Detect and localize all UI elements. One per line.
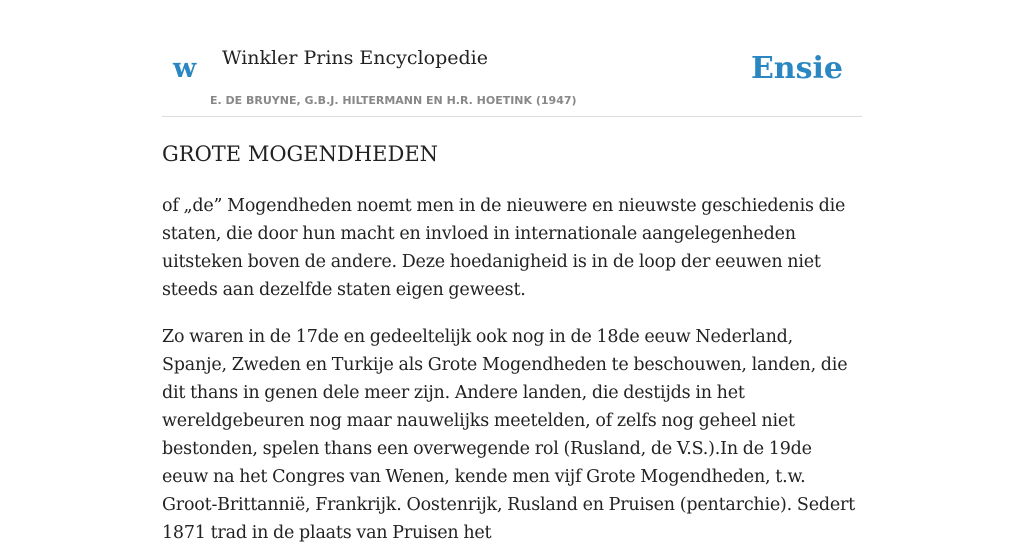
ensie-logo[interactable]: Ensie bbox=[750, 51, 843, 86]
site-logo-w[interactable]: w bbox=[173, 53, 197, 84]
article-headword: GROTE MOGENDHEDEN bbox=[162, 142, 439, 166]
site-title[interactable]: Winkler Prins Encyclopedie bbox=[222, 47, 488, 69]
article-body bbox=[162, 138, 862, 547]
article-paragraph: Zo waren in de 17de en gedeeltelijk ook nog in de 18de eeuw Nederland, Spanje, Zweden en Turkije als Grote Mogendheden te beschouwen, landen, die dit thans in genen dele meer zijn. Andere landen, die destijds in het wereldgebeuren nog maar nauwelijks meetelden, of zelfs nog geheel niet bestonden, spelen thans een overwegende rol (Rusland, de V.S.).In de 19de eeuw na het Congres van Wenen, kende men vijf Grote Mogendheden, t.w. Groot-Brittannië, Frankrijk. Oostenrijk, Rusland en Pruisen (pentarchie). Sedert 1871 trad in de plaats van Pruisen het bbox=[162, 327, 856, 543]
article-paragraph: of „de” Mogendheden noemt men in de nieuwere en nieuwste geschiedenis die staten, die door hun macht en invloed in internationale aangelegenheden uitsteken boven de andere. Deze hoedanigheid is in de loop der eeuwen niet steeds aan dezelfde staten eigen geweest. bbox=[162, 196, 846, 300]
source-authors: E. DE BRUYNE, G.B.J. HILTERMANN EN H.R. HOETINK (1947) bbox=[210, 94, 577, 107]
site-header bbox=[162, 0, 862, 117]
